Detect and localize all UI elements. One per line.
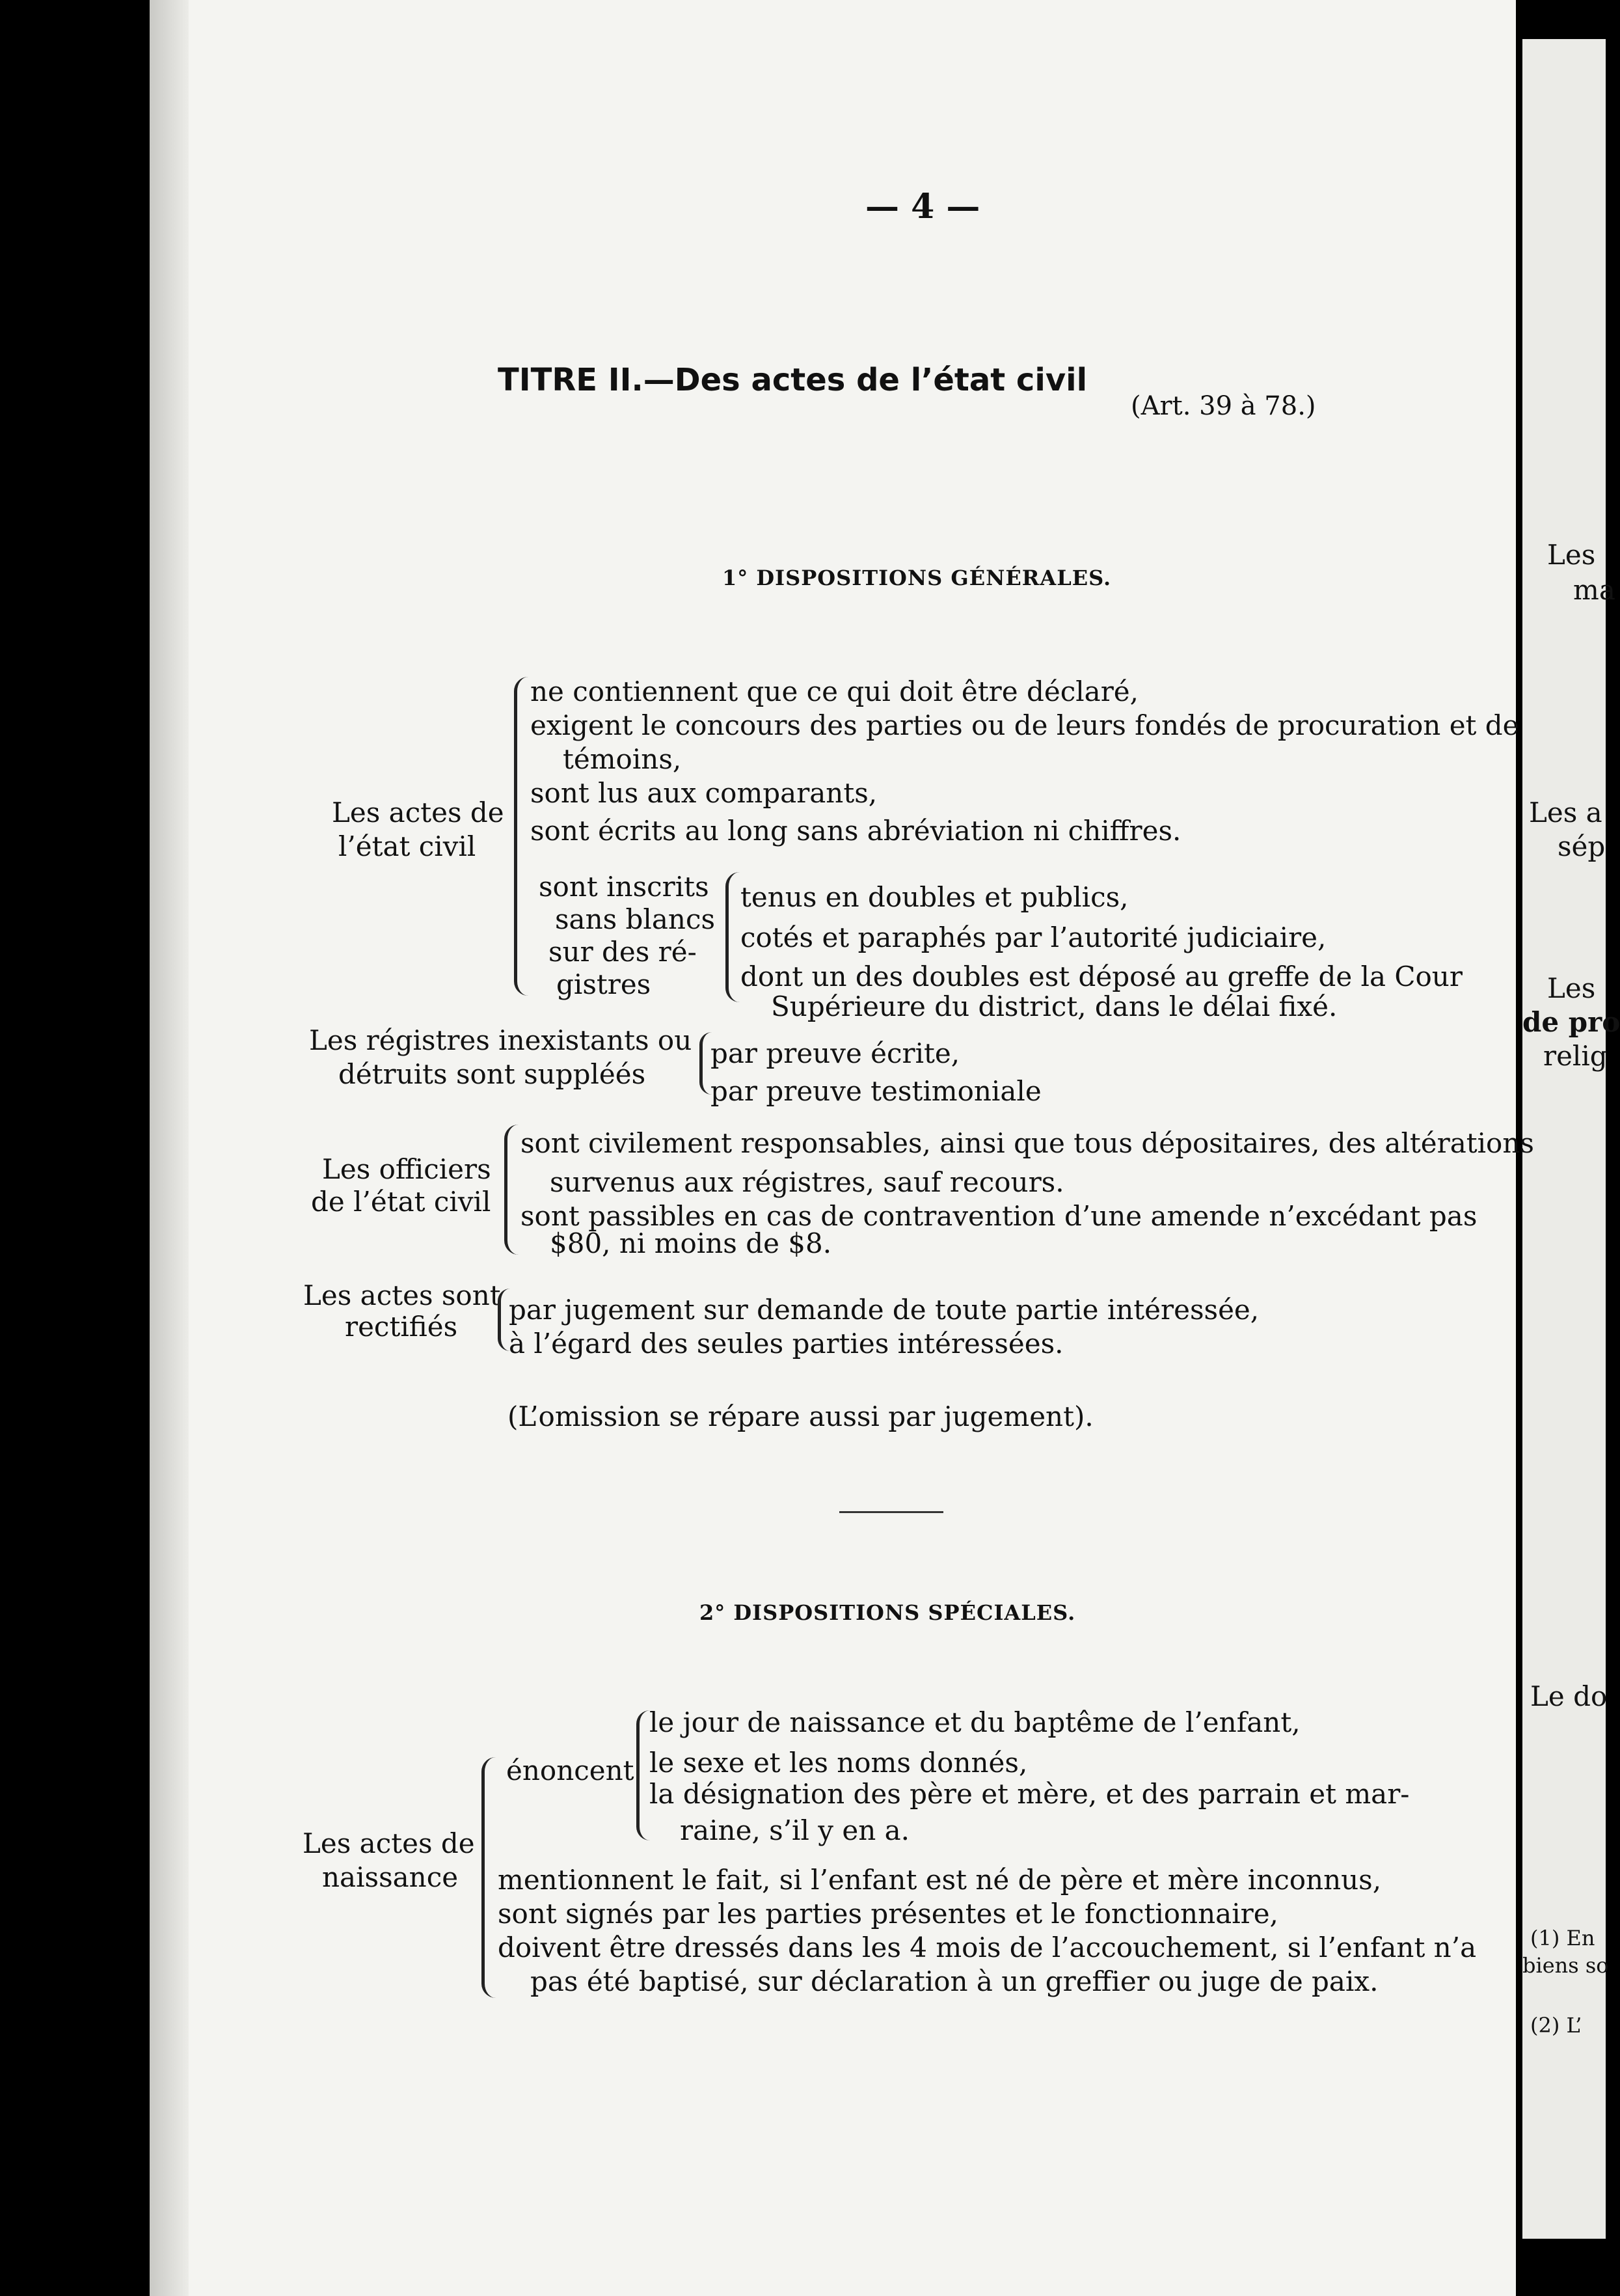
right-page-fragment: (2) L’	[1530, 2013, 1582, 2038]
title-main: TITRE II.—Des actes de l’état civil	[498, 362, 1088, 398]
naissance-line: mentionnent le fait, si l’enfant est né de père et mère inconnus,	[498, 1864, 1382, 1896]
enoncent-line: raine, s’il y en a.	[680, 1814, 910, 1846]
rectifies-label-line1: Les actes sont	[303, 1279, 501, 1311]
registres-sub-line: cotés et paraphés par l’autorité judiciaire,	[740, 922, 1327, 953]
rectifies-line: par jugement sur demande de toute partie intéressée,	[509, 1294, 1260, 1326]
naissance-line: pas été baptisé, sur déclaration à un greffier ou juge de paix.	[530, 1965, 1379, 1997]
registres-sub-line: dont un des doubles est déposé au greffe de la Cour	[740, 961, 1463, 992]
registres-label-line1: Les régistres inexistants ou	[309, 1024, 692, 1056]
officiers-label-line2: de l’état civil	[311, 1186, 491, 1218]
right-page-fragment: biens so	[1522, 1953, 1609, 1978]
actes-label-line1: Les actes de	[332, 797, 504, 828]
registres-sub-line: Supérieure du district, dans le délai fixé.	[771, 991, 1338, 1022]
officiers-label-line1: Les officiers	[322, 1153, 491, 1185]
right-page-fragment: (1) En	[1530, 1926, 1595, 1950]
actes-line: ne contiennent que ce qui doit être déclaré,	[530, 676, 1139, 707]
registres-line: par preuve testimoniale	[710, 1075, 1042, 1107]
actes-line: exigent le concours des parties ou de leurs fondés de procuration et de	[530, 709, 1519, 741]
section1-heading: 1° DISPOSITIONS GÉNÉRALES.	[722, 566, 1112, 590]
registres-sub-label: sans blancs	[555, 903, 716, 935]
registres-sub-brace	[725, 872, 740, 1002]
right-page-fragment: Le do	[1530, 1680, 1608, 1712]
right-page-fragment: relig	[1543, 1040, 1608, 1072]
section-divider	[839, 1511, 943, 1513]
omission-note: (L’omission se répare aussi par jugement).	[507, 1401, 1094, 1432]
right-page-fragment: Les a	[1529, 797, 1602, 828]
actes-label-line2: l’état civil	[338, 830, 476, 862]
registres-line: par preuve écrite,	[710, 1037, 960, 1069]
registres-sub-label: sur des ré-	[548, 936, 697, 968]
actes-line: témoins,	[563, 743, 682, 775]
enoncent-brace	[636, 1710, 650, 1840]
officiers-line: sont civilement responsables, ainsi que tous dépositaires, des altérations	[520, 1127, 1534, 1159]
right-page-fragment: ma	[1573, 574, 1615, 606]
page-number: — 4 —	[865, 187, 980, 226]
registres-sub-line: tenus en doubles et publics,	[740, 881, 1129, 913]
officiers-brace	[504, 1125, 520, 1255]
section2-heading: 2° DISPOSITIONS SPÉCIALES.	[699, 1600, 1076, 1625]
actes-line: sont écrits au long sans abréviation ni chiffres.	[530, 815, 1181, 847]
registres-sub-label: sont inscrits	[539, 871, 709, 903]
enoncent-line: le jour de naissance et du baptême de l’enfant,	[649, 1706, 1301, 1738]
officiers-line: sont passibles en cas de contravention d’une amende n’excédant pas	[520, 1200, 1478, 1232]
officiers-line: survenus aux régistres, sauf recours.	[550, 1166, 1064, 1198]
registres-sub-label: gistres	[556, 968, 651, 1000]
page-binding-shadow	[150, 0, 189, 2296]
enoncent-line: la désignation des père et mère, et des parrain et mar-	[649, 1778, 1410, 1810]
officiers-line: $80, ni moins de $8.	[550, 1227, 832, 1259]
enoncent-label: énoncent	[506, 1755, 634, 1786]
actes-brace	[514, 677, 530, 996]
registres-label-line2: détruits sont suppléés	[338, 1058, 646, 1090]
naissance-label-line2: naissance	[322, 1861, 459, 1893]
actes-line: sont lus aux comparants,	[530, 777, 878, 809]
right-page-fragment: sép	[1558, 830, 1606, 862]
rectifies-line: à l’égard des seules parties intéressées.	[509, 1328, 1064, 1360]
naissance-line: doivent être dressés dans les 4 mois de l’accouchement, si l’enfant n’a	[498, 1932, 1477, 1963]
naissance-label-line1: Les actes de	[303, 1827, 475, 1859]
enoncent-line: le sexe et les noms donnés,	[649, 1747, 1028, 1779]
adjacent-page	[1522, 39, 1606, 2239]
naissance-line: sont signés par les parties présentes et le fonctionnaire,	[498, 1898, 1278, 1930]
right-page-fragment: Les	[1547, 972, 1596, 1004]
naissance-brace	[481, 1757, 499, 1998]
rectifies-label-line2: rectifiés	[345, 1311, 458, 1343]
right-page-fragment: de pro	[1522, 1006, 1620, 1038]
right-page-fragment: Les	[1547, 539, 1596, 571]
title-article-range: (Art. 39 à 78.)	[1131, 391, 1316, 421]
